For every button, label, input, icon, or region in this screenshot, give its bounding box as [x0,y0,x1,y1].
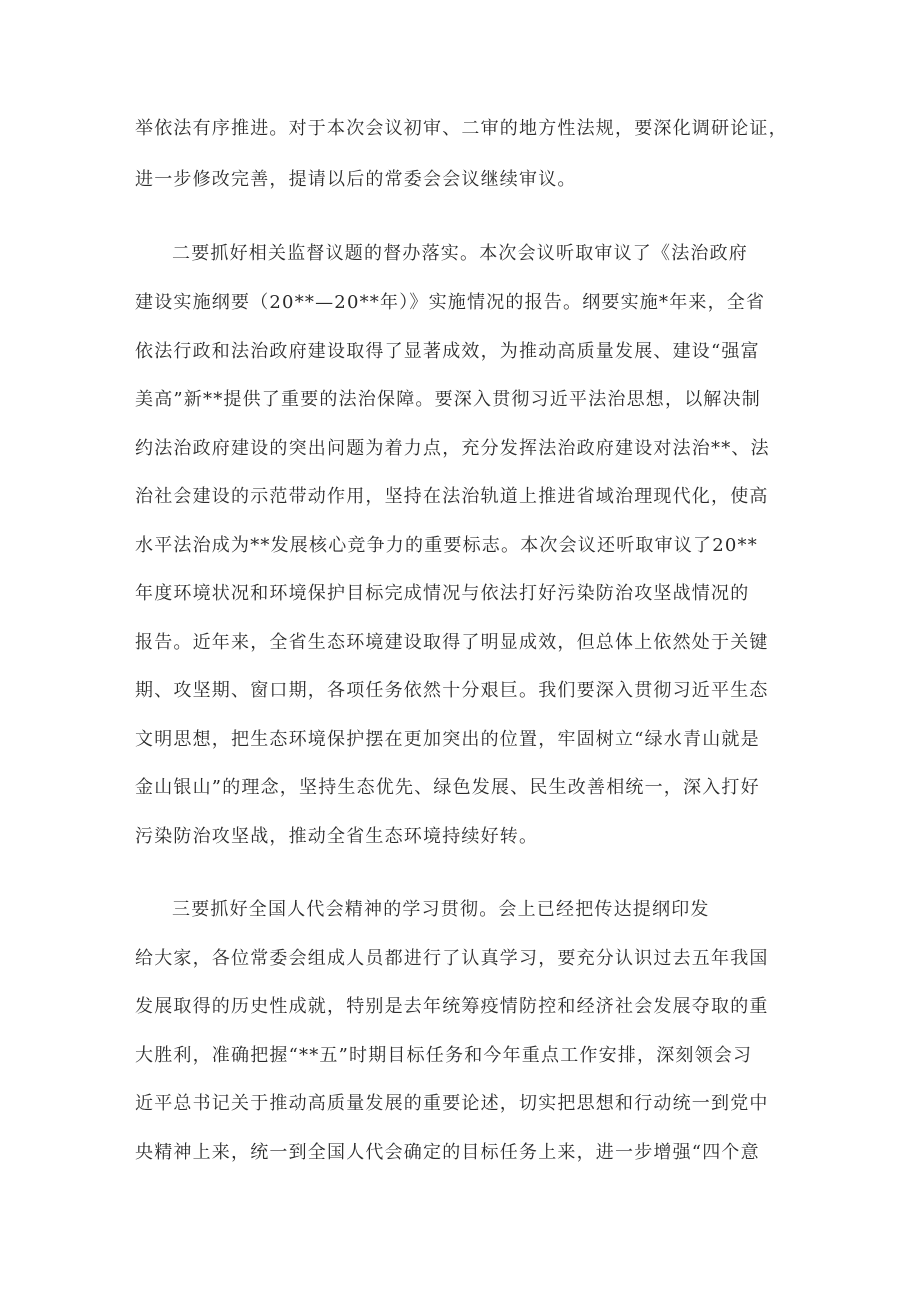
paragraph-3-line-3: 发展取得的历史性成就，特别是去年统筹疫情防控和经济社会发展夺取的重 [135,996,769,1017]
paragraph-3-line-4: 大胜利，准确把握“**五”时期目标任务和今年重点工作安排，深刻领会习 [135,1045,753,1066]
paragraph-2-line-3: 依法行政和法治政府建设取得了显著成效，为推动高质量发展、建设“强富 [135,341,760,362]
paragraph-3-line-1: 三要抓好全国人代会精神的学习贯彻。会上已经把传达提纲印发 [172,899,710,920]
paragraph-2-line-7: 水平法治成为**发展核心竞争力的重要标志。本次会议还听取审议了20** [135,535,758,556]
paragraph-2-line-4: 美高”新**提供了重要的法治保障。要深入贯彻习近平法治思想，以解决制 [135,389,761,410]
paragraph-2-line-8: 年度环境状况和环境保护目标完成情况与依法打好污染防治攻坚战情况的 [135,583,750,604]
paragraph-3-line-5: 近平总书记关于推动高质量发展的重要论述，切实把思想和行动统一到党中 [135,1093,769,1114]
paragraph-2-line-9: 报告。近年来，全省生态环境建设取得了明显成效，但总体上依然处于关键 [135,632,769,653]
paragraph-2-line-13: 污染防治攻坚战，推动全省生态环境持续好转。 [135,826,539,847]
paragraph-1-line-2: 进一步修改完善，提请以后的常委会会议继续审议。 [135,169,577,190]
paragraph-2-line-10: 期、攻坚期、窗口期，各项任务依然十分艰巨。我们要深入贯彻习近平生态 [135,680,769,701]
paragraph-2-line-6: 治社会建设的示范带动作用，坚持在法治轨道上推进省域治理现代化，使高 [135,486,769,507]
paragraph-1-line-1: 举依法有序推进。对于本次会议初审、二审的地方性法规，要深化调研论证， [135,118,788,139]
paragraph-2-line-5: 约法治政府建设的突出问题为着力点，充分发挥法治政府建设对法治**、法 [135,438,770,459]
paragraph-2-line-11: 文明思想，把生态环境保护摆在更加突出的位置，牢固树立“绿水青山就是 [135,729,760,750]
paragraph-2-line-12: 金山银山”的理念，坚持生态优先、绿色发展、民生改善相统一，深入打好 [135,777,760,798]
paragraph-2-line-2: 建设实施纲要（20**—20**年）》实施情况的报告。纲要实施*年来，全省 [135,292,766,313]
paragraph-2-line-1: 二要抓好相关监督议题的督办落实。本次会议听取审议了《法治政府 [172,243,748,264]
paragraph-3-line-2: 给大家，各位常委会组成人员都进行了认真学习，要充分认识过去五年我国 [135,948,769,969]
paragraph-3-line-6: 央精神上来，统一到全国人代会确定的目标任务上来，进一步增强“四个意 [135,1142,760,1163]
